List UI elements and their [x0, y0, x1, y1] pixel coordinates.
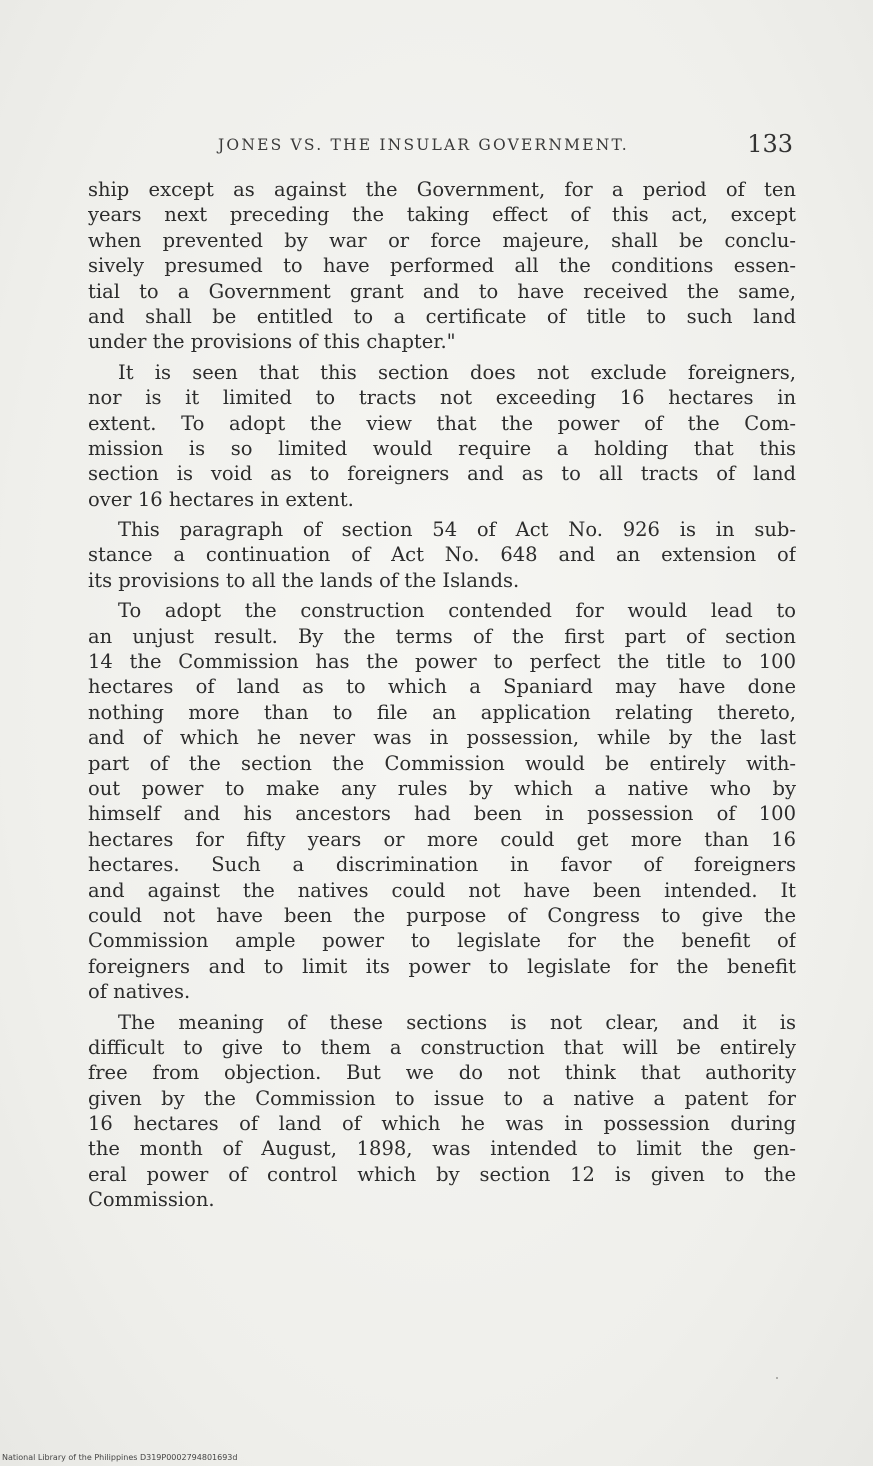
text-line: 14 the Commission has the power to perfect the title to 100 [88, 650, 796, 674]
scan-speck [776, 1377, 778, 1379]
text-line: It is seen that this section does not exclude foreigners, [118, 360, 796, 384]
text-line: free from objection. But we do not think that authority [88, 1061, 796, 1085]
text-line: given by the Commission to issue to a native a patent for [88, 1086, 796, 1110]
text-line: out power to make any rules by which a native who by [88, 776, 796, 800]
text-line: of natives. [88, 980, 191, 1004]
text-line: The meaning of these sections is not clear, and it is [118, 1010, 796, 1034]
running-title: JONES VS. THE INSULAR GOVERNMENT. [218, 136, 629, 154]
text-line: nor is it limited to tracts not exceeding 16 hectares in [88, 386, 796, 410]
text-line: difficult to give to them a construction that will be entirely [88, 1035, 796, 1059]
text-line: This paragraph of section 54 of Act No. 926 is in sub- [118, 518, 796, 542]
text-line: stance a continuation of Act No. 648 and an extension of [88, 543, 796, 567]
paragraph [88, 517, 796, 593]
text-line: the month of August, 1898, was intended to limit the gen- [88, 1137, 796, 1161]
text-line: years next preceding the taking effect of this act, except [88, 203, 796, 227]
text-line: foreigners and to limit its power to legislate for the benefit [88, 954, 796, 978]
body-text [88, 177, 796, 1213]
text-line: when prevented by war or force majeure, shall be conclu- [88, 228, 796, 252]
text-line: section is void as to foreigners and as to all tracts of land [88, 462, 796, 486]
text-line: To adopt the construction contended for would lead to [118, 599, 796, 623]
text-line: extent. To adopt the view that the power of the Com- [88, 411, 796, 435]
text-line: Commission. [88, 1188, 215, 1212]
text-line: nothing more than to file an application relating thereto, [88, 700, 796, 724]
text-line: eral power of control which by section 12 is given to the [88, 1162, 796, 1186]
text-line: himself and his ancestors had been in possession of 100 [88, 802, 796, 826]
paragraph [88, 177, 796, 355]
text-line: and against the natives could not have been intended. It [88, 878, 796, 902]
page-number: 133 [747, 130, 793, 158]
text-line: and shall be entitled to a certificate of title to such land [88, 304, 796, 328]
text-line: hectares. Such a discrimination in favor of foreigners [88, 853, 796, 877]
text-line: its provisions to all the lands of the Islands. [88, 568, 520, 592]
text-line: hectares for fifty years or more could get more than 16 [88, 827, 796, 851]
scan-footer: National Library of the Philippines D319P0002794801693d [2, 1453, 238, 1462]
text-line: part of the section the Commission would be entirely with- [88, 751, 796, 775]
text-line: over 16 hectares in extent. [88, 487, 354, 511]
paragraph [88, 1010, 796, 1213]
paragraph [88, 360, 796, 512]
text-line: ship except as against the Government, for a period of ten [88, 178, 796, 201]
text-line: 16 hectares of land of which he was in possession during [88, 1112, 796, 1136]
text-line: an unjust result. By the terms of the first part of section [88, 624, 796, 648]
text-line: tial to a Government grant and to have received the same, [88, 279, 796, 303]
text-line: could not have been the purpose of Congress to give the [88, 903, 796, 927]
text-line: sively presumed to have performed all the conditions essen- [88, 254, 796, 278]
running-head [90, 130, 793, 164]
text-line: Commission ample power to legislate for the benefit of [88, 929, 796, 953]
text-line: and of which he never was in possession, while by the last [88, 726, 796, 750]
text-line: under the provisions of this chapter." [88, 330, 456, 354]
text-line: mission is so limited would require a holding that this [88, 436, 796, 460]
paragraph [88, 598, 796, 1004]
text-line: hectares of land as to which a Spaniard may have done [88, 675, 796, 699]
